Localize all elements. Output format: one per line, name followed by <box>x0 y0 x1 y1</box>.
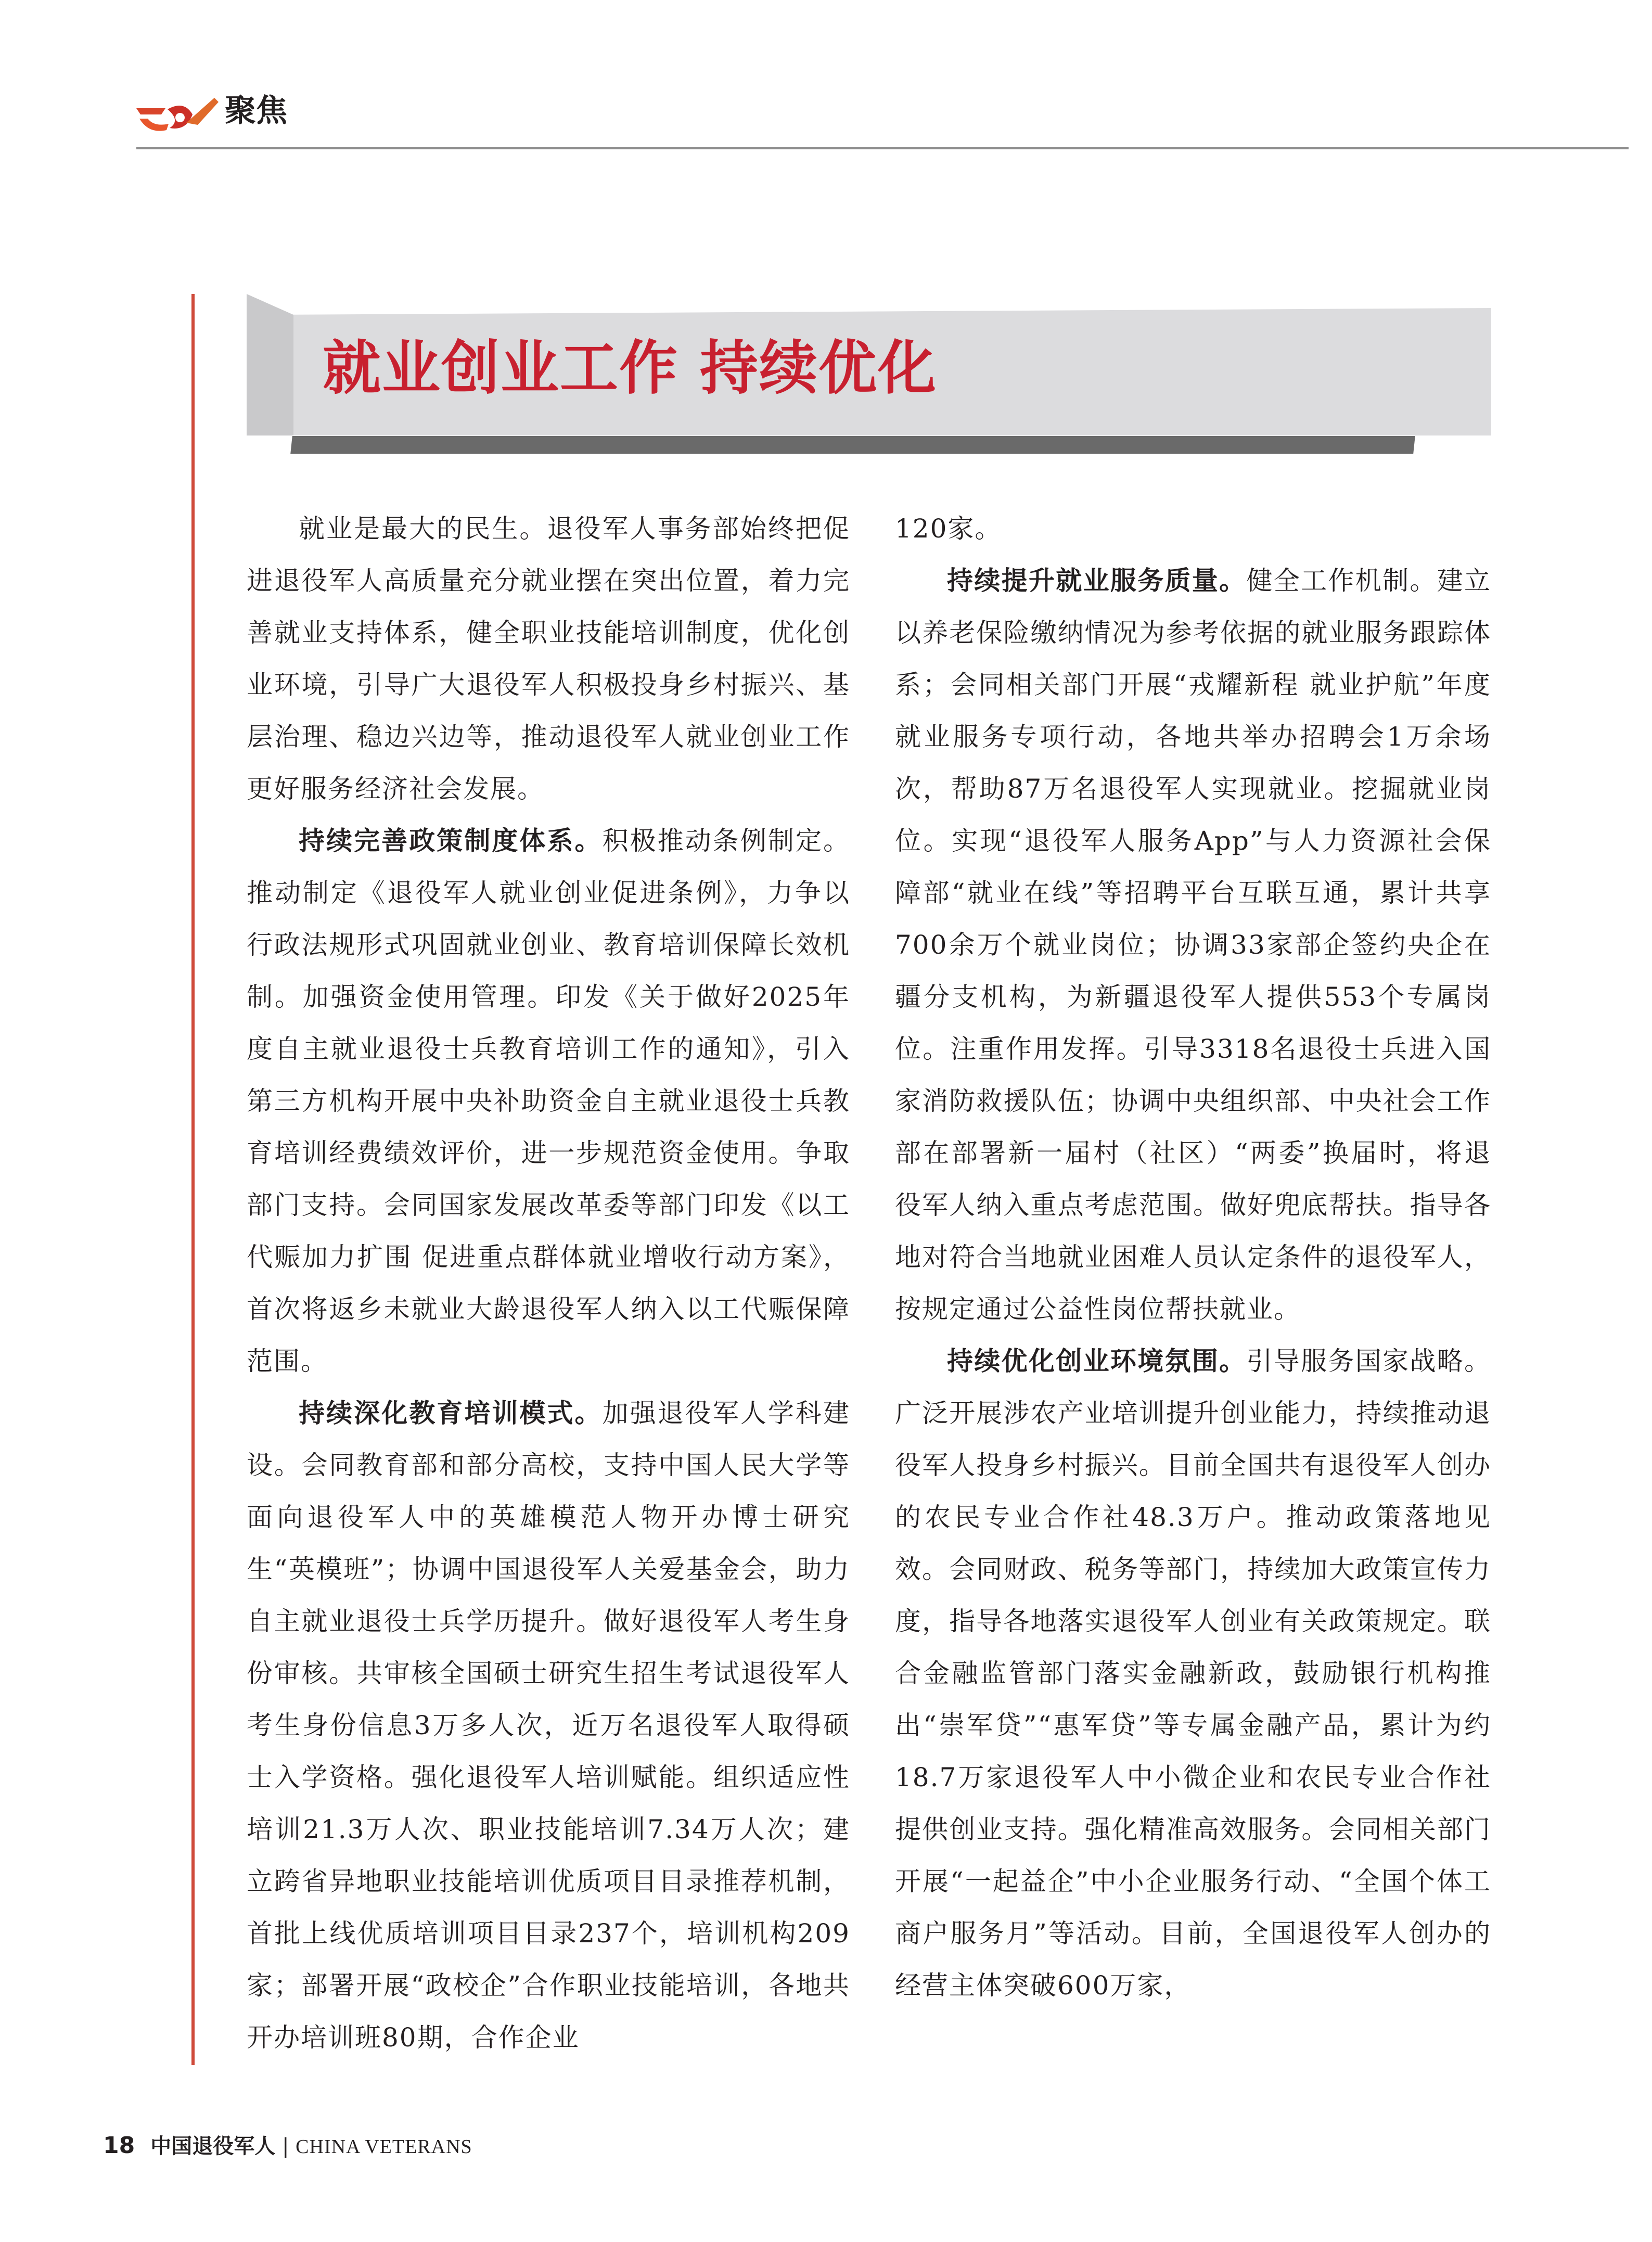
paragraph <box>895 555 1491 1335</box>
paragraph-text: 积极推动条例制定。推动制定《退役军人就业创业促进条例》，力争以行政法规形式巩固就业创业、教育培训保障长效机制。加强资金使用管理。印发《关于做好2025年度自主就业退役士兵教育培训工作的通知》，引入第三方机构开展中央补助资金自主就业退役士兵教育培训经费绩效评价，进一步规范资金使用。争取部门支持。会同国家发展改革委等部门印发《以工代赈加力扩围 促进重点群体就业增收行动方案》，首次将返乡未就业大龄退役军人纳入以工代赈保障范围。 <box>247 826 851 1376</box>
section-label: 聚焦 <box>225 93 287 129</box>
paragraph-continuation <box>895 503 1491 555</box>
paragraph <box>247 815 850 1387</box>
paragraph-text: 就业是最大的民生。退役军人事务部始终把促进退役军人高质量充分就业摆在突出位置，着力完善就业支持体系，健全职业技能培训制度，优化创业环境，引导广大退役军人积极投身乡村振兴、基层治理、稳边兴边等，推动退役军人就业创业工作更好服务经济社会发展。 <box>247 514 850 804</box>
magazine-name-en: CHINA VETERANS <box>296 2136 472 2158</box>
article-right-column <box>895 503 1491 2012</box>
page-footer <box>103 2125 472 2168</box>
article-title: 就业创业工作 持续优化 <box>323 334 937 402</box>
paragraph-lead: 持续深化教育培训模式。 <box>299 1398 603 1428</box>
page-number: 18 <box>103 2132 135 2159</box>
paragraph-lead: 持续优化创业环境氛围。 <box>947 1346 1247 1376</box>
magazine-logo-icon <box>136 94 220 140</box>
paragraph-text: 120家。 <box>895 514 1002 544</box>
paragraph <box>247 503 850 815</box>
title-banner-shadow <box>290 436 1415 454</box>
paragraph-lead: 持续提升就业服务质量。 <box>947 566 1247 596</box>
header-divider <box>136 147 1629 149</box>
paragraph-text: 引导服务国家战略。广泛开展涉农产业培训提升创业能力，持续推动退役军人投身乡村振兴。目前全国共有退役军人创办的农民专业合作社48.3万户。推动政策落地见效。会同财政、税务等部门，持续加大政策宣传力度，指导各地落实退役军人创业有关政策规定。联合金融监管部门落实金融新政，鼓励银行机构推出“崇军贷”“惠军贷”等专属金融产品，累计为约18.7万家退役军人中小微企业和农民专业合作社提供创业支持。强化精准高效服务。会同相关部门开展“一起益企”中小企业服务行动、“全国个体工商户服务月”等活动。目前，全国退役军人创办的经营主体突破600万家， <box>895 1346 1492 2001</box>
paragraph <box>247 1387 850 2064</box>
paragraph <box>895 1335 1491 2012</box>
footer-separator: | <box>281 2134 289 2158</box>
accent-line <box>191 294 195 2065</box>
paragraph-text: 健全工作机制。建立以养老保险缴纳情况为参考依据的就业服务跟踪体系；会同相关部门开展“戎耀新程 就业护航”年度就业服务专项行动，各地共举办招聘会1万余场次，帮助87万名退役军人实现就业。挖掘就业岗位。实现“退役军人服务App”与人力资源社会保障部“就业在线”等招聘平台互联互通，累计共享700余万个就业岗位；协调33家部企签约央企在疆分支机构，为新疆退役军人提供553个专属岗位。注重作用发挥。引导3318名退役士兵进入国家消防救援队伍；协调中央组织部、中央社会工作部在部署新一届村（社区）“两委”换届时，将退役军人纳入重点考虑范围。做好兜底帮扶。指导各地对符合当地就业困难人员认定条件的退役军人，按规定通过公益性岗位帮扶就业。 <box>895 566 1492 1324</box>
title-banner-fold <box>247 294 293 435</box>
paragraph-lead: 持续完善政策制度体系。 <box>299 826 603 856</box>
magazine-name-cn: 中国退役军人 <box>150 2134 276 2158</box>
article-left-column <box>247 503 850 2064</box>
paragraph-text: 加强退役军人学科建设。会同教育部和部分高校，支持中国人民大学等面向退役军人中的英雄模范人物开办博士研究生“英模班”；协调中国退役军人关爱基金会，助力自主就业退役士兵学历提升。做好退役军人考生身份审核。共审核全国硕士研究生招生考试退役军人考生身份信息3万多人次，近万名退役军人取得硕士入学资格。强化退役军人培训赋能。组织适应性培训21.3万人次、职业技能培训7.34万人次；建立跨省异地职业技能培训优质项目目录推荐机制，首批上线优质培训项目目录237个，培训机构209家；部署开展“政校企”合作职业技能培训，各地共开办培训班80期，合作企业 <box>247 1398 851 2053</box>
